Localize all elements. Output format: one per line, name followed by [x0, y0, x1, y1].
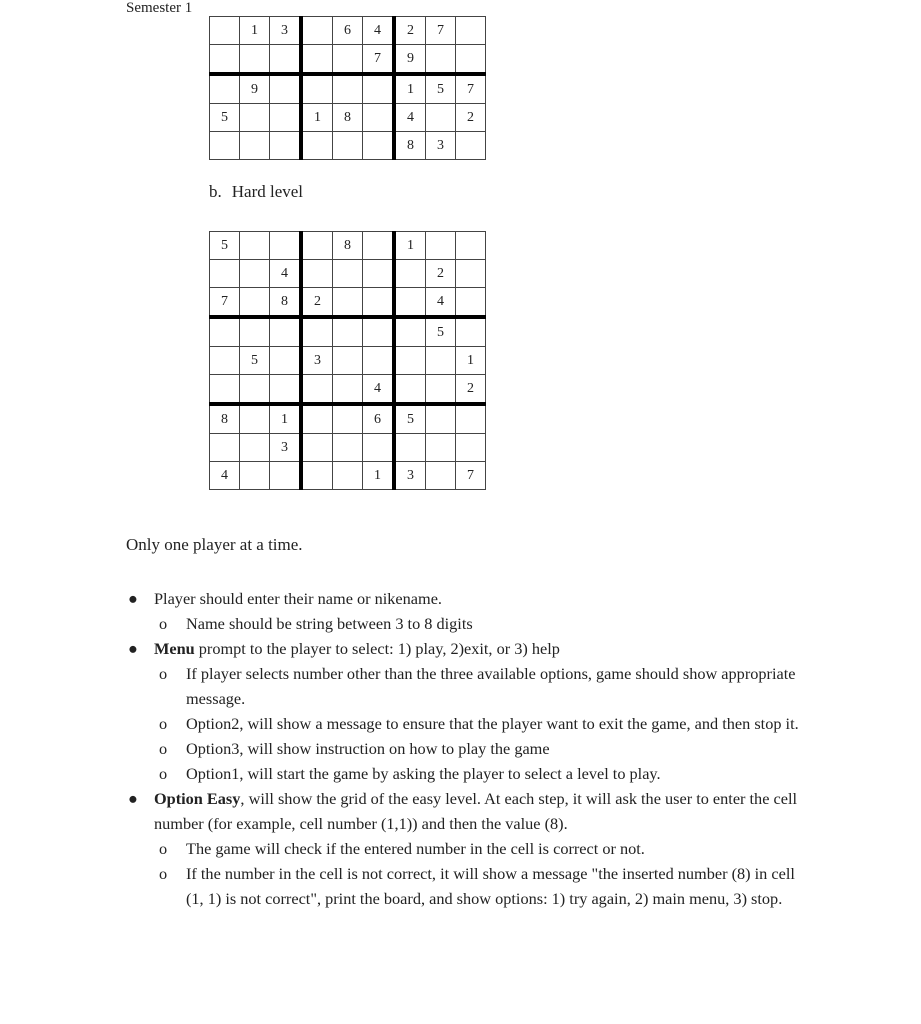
sudoku-cell	[270, 74, 302, 104]
sudoku-cell	[210, 45, 240, 75]
bullet-text: prompt to the player to select: 1) play, 2)exit, or 3) help	[194, 639, 560, 658]
sudoku-cell: 8	[210, 404, 240, 434]
sudoku-cell: 5	[240, 347, 270, 375]
sudoku-cell	[333, 375, 363, 405]
sudoku-cell: 7	[456, 462, 486, 490]
sub-bullet-item	[126, 711, 806, 736]
sudoku-cell	[363, 347, 395, 375]
circle-bullet-icon: o	[159, 664, 168, 683]
sudoku-cell	[426, 45, 456, 75]
sudoku-cell	[333, 260, 363, 288]
sudoku-cell: 9	[240, 74, 270, 104]
sudoku-cell	[426, 232, 456, 260]
sudoku-cell: 4	[394, 104, 426, 132]
sudoku-cell: 8	[394, 132, 426, 160]
sudoku-cell: 5	[210, 232, 240, 260]
sudoku-cell: 3	[394, 462, 426, 490]
sudoku-cell	[426, 347, 456, 375]
sub-bullet-item	[126, 861, 806, 911]
sudoku-cell: 4	[363, 17, 395, 45]
sudoku-cell: 2	[456, 375, 486, 405]
sudoku-cell	[210, 375, 240, 405]
sudoku-cell: 4	[270, 260, 302, 288]
sudoku-cell	[456, 260, 486, 288]
sudoku-cell	[394, 434, 426, 462]
sudoku-cell	[301, 17, 333, 45]
bullet-bold-term: Menu	[154, 639, 195, 658]
hard-sudoku-grid	[209, 231, 486, 490]
sudoku-cell	[301, 434, 333, 462]
sudoku-cell	[333, 132, 363, 160]
sudoku-cell	[456, 434, 486, 462]
sudoku-cell: 8	[270, 288, 302, 318]
sudoku-cell	[456, 17, 486, 45]
easy-sudoku-grid	[209, 16, 486, 160]
sudoku-cell	[456, 317, 486, 347]
sudoku-cell	[363, 260, 395, 288]
sudoku-cell	[456, 45, 486, 75]
circle-bullet-icon: o	[159, 614, 168, 633]
sudoku-cell	[240, 375, 270, 405]
sudoku-cell	[333, 288, 363, 318]
sudoku-cell	[363, 104, 395, 132]
sudoku-cell	[456, 404, 486, 434]
circle-bullet-icon: o	[159, 764, 168, 783]
circle-bullet-icon: o	[159, 839, 168, 858]
sudoku-cell: 4	[210, 462, 240, 490]
sudoku-cell	[394, 317, 426, 347]
bullet-dot-icon: ●	[128, 589, 138, 608]
sudoku-cell	[333, 74, 363, 104]
sudoku-cell	[270, 45, 302, 75]
sudoku-cell	[426, 375, 456, 405]
sudoku-cell	[333, 347, 363, 375]
sudoku-cell	[363, 288, 395, 318]
sudoku-cell: 2	[426, 260, 456, 288]
bullet-dot-icon: ●	[128, 789, 138, 808]
bullet-item	[126, 586, 806, 611]
sudoku-cell	[301, 260, 333, 288]
sudoku-cell: 1	[240, 17, 270, 45]
sub-bullet-item	[126, 836, 806, 861]
sudoku-cell	[210, 347, 240, 375]
sudoku-cell: 4	[426, 288, 456, 318]
sudoku-cell: 7	[426, 17, 456, 45]
sudoku-cell	[333, 317, 363, 347]
sub-bullet-text: Name should be string between 3 to 8 digits	[186, 614, 473, 633]
sudoku-cell	[426, 404, 456, 434]
sub-bullet-item	[126, 736, 806, 761]
sudoku-cell: 7	[456, 74, 486, 104]
sub-bullet-item	[126, 611, 806, 636]
sudoku-cell	[240, 260, 270, 288]
sudoku-cell: 7	[210, 288, 240, 318]
bullet-text: , will show the grid of the easy level. At each step, it will ask the user to enter the cell number (for example, cell number (1,1)) and then the value (8).	[154, 789, 797, 833]
semester-heading: Semester 1	[126, 0, 193, 16]
sudoku-cell: 5	[394, 404, 426, 434]
sudoku-cell	[301, 132, 333, 160]
sub-bullet-text: If the number in the cell is not correct, it will show a message "the inserted number (8) in cell (1, 1) is not correct", print the board, and show options: 1) try again, 2) main menu, 3) stop.	[186, 864, 795, 908]
sudoku-cell	[270, 232, 302, 260]
sudoku-cell	[456, 232, 486, 260]
sudoku-cell: 1	[270, 404, 302, 434]
sudoku-cell: 4	[363, 375, 395, 405]
sudoku-cell	[240, 288, 270, 318]
sudoku-cell: 1	[301, 104, 333, 132]
sudoku-cell: 9	[394, 45, 426, 75]
sudoku-cell	[363, 74, 395, 104]
sub-bullet-text: The game will check if the entered number in the cell is correct or not.	[186, 839, 645, 858]
bullet-item	[126, 786, 806, 836]
sudoku-cell: 5	[210, 104, 240, 132]
sudoku-cell	[270, 347, 302, 375]
sudoku-cell: 2	[301, 288, 333, 318]
sudoku-cell	[270, 462, 302, 490]
sudoku-cell	[333, 434, 363, 462]
sudoku-cell: 6	[333, 17, 363, 45]
sudoku-cell: 3	[301, 347, 333, 375]
sudoku-cell	[301, 404, 333, 434]
sudoku-cell: 3	[426, 132, 456, 160]
sudoku-cell	[363, 434, 395, 462]
sudoku-cell	[363, 317, 395, 347]
sub-bullet-text: Option3, will show instruction on how to play the game	[186, 739, 550, 758]
sudoku-cell	[333, 404, 363, 434]
sudoku-cell	[270, 317, 302, 347]
sudoku-cell	[426, 104, 456, 132]
sudoku-cell	[210, 132, 240, 160]
hard-level-text: Hard level	[231, 182, 304, 201]
sudoku-cell	[270, 132, 302, 160]
bullet-item	[126, 636, 806, 661]
sudoku-cell	[240, 132, 270, 160]
sudoku-cell	[240, 434, 270, 462]
sudoku-cell	[210, 260, 240, 288]
sudoku-cell	[240, 104, 270, 132]
bullet-dot-icon: ●	[128, 639, 138, 658]
sudoku-cell	[240, 404, 270, 434]
sudoku-cell: 5	[426, 317, 456, 347]
sudoku-cell: 1	[394, 74, 426, 104]
sudoku-cell	[394, 288, 426, 318]
sudoku-cell	[301, 45, 333, 75]
sudoku-cell: 3	[270, 434, 302, 462]
sudoku-cell: 6	[363, 404, 395, 434]
sudoku-cell: 5	[426, 74, 456, 104]
bullet-bold-term: Option Easy	[154, 789, 241, 808]
sudoku-cell: 2	[394, 17, 426, 45]
sudoku-cell	[301, 232, 333, 260]
sudoku-cell	[270, 375, 302, 405]
sub-bullet-item	[126, 661, 806, 711]
sudoku-cell	[333, 462, 363, 490]
sudoku-cell	[456, 288, 486, 318]
requirements-list	[126, 586, 806, 911]
sub-bullet-item	[126, 761, 806, 786]
sudoku-cell	[301, 375, 333, 405]
sudoku-cell	[240, 232, 270, 260]
sudoku-cell: 3	[270, 17, 302, 45]
sudoku-cell: 7	[363, 45, 395, 75]
sudoku-cell	[301, 462, 333, 490]
sudoku-cell	[210, 17, 240, 45]
sudoku-cell	[333, 45, 363, 75]
sub-bullet-text: If player selects number other than the three available options, game should show appropriate message.	[186, 664, 796, 708]
sudoku-cell	[394, 347, 426, 375]
sudoku-cell	[363, 232, 395, 260]
sudoku-cell	[394, 260, 426, 288]
sudoku-cell	[426, 434, 456, 462]
bullet-text: Player should enter their name or nikename.	[154, 589, 442, 608]
sudoku-cell: 2	[456, 104, 486, 132]
sudoku-cell: 8	[333, 232, 363, 260]
sub-bullet-text: Option1, will start the game by asking the player to select a level to play.	[186, 764, 661, 783]
sudoku-cell	[240, 45, 270, 75]
circle-bullet-icon: o	[159, 864, 168, 883]
sudoku-cell	[270, 104, 302, 132]
sudoku-cell	[363, 132, 395, 160]
circle-bullet-icon: o	[159, 714, 168, 733]
circle-bullet-icon: o	[159, 739, 168, 758]
sudoku-cell	[456, 132, 486, 160]
sudoku-cell	[301, 317, 333, 347]
sudoku-cell: 1	[394, 232, 426, 260]
hard-level-marker: b.	[209, 182, 222, 201]
sudoku-cell	[240, 462, 270, 490]
sudoku-cell	[210, 74, 240, 104]
hard-level-label	[209, 182, 303, 202]
sub-bullet-text: Option2, will show a message to ensure that the player want to exit the game, and then stop it.	[186, 714, 799, 733]
sudoku-cell: 8	[333, 104, 363, 132]
sudoku-cell	[210, 434, 240, 462]
sudoku-cell	[210, 317, 240, 347]
sudoku-cell	[301, 74, 333, 104]
sudoku-cell: 1	[456, 347, 486, 375]
sudoku-cell	[426, 462, 456, 490]
sudoku-cell: 1	[363, 462, 395, 490]
player-note: Only one player at a time.	[126, 535, 303, 554]
sudoku-cell	[240, 317, 270, 347]
sudoku-cell	[394, 375, 426, 405]
